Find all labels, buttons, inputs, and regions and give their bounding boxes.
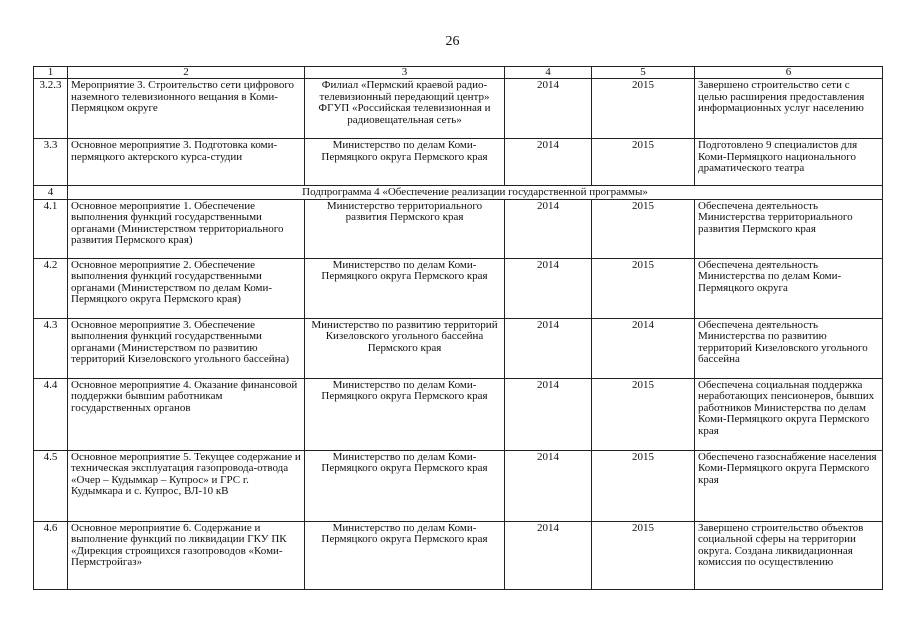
row-number: 4.4 xyxy=(34,378,68,450)
row-number: 4.5 xyxy=(34,450,68,521)
event-cell: Основное мероприятие 1. Обеспечение выполнения функций государственными органами (Министерством территориального развития Пермского края) xyxy=(68,199,305,258)
table-row xyxy=(34,258,883,318)
result-cell: Подготовлено 9 специалистов для Коми-Пермяцкого национального драматического театра xyxy=(695,139,883,186)
table-row xyxy=(34,139,883,186)
organization-cell: Министерство по делам Коми-Пермяцкого округа Пермского края xyxy=(305,450,505,521)
row-number: 4.3 xyxy=(34,318,68,378)
row-number: 3.2.3 xyxy=(34,79,68,139)
subprogram-title: Подпрограмма 4 «Обеспечение реализации государственной программы» xyxy=(68,186,883,200)
event-cell: Основное мероприятие 6. Содержание и выполнение функций по ликвидации ГКУ ПК «Дирекция строящихся газопроводов «Коми-Пермстройгаз» xyxy=(68,521,305,589)
event-cell: Основное мероприятие 2. Обеспечение выполнения функций государственными органами (Министерством по делам Коми-Пермяцкого округа Пермского края) xyxy=(68,258,305,318)
page-number: 26 xyxy=(445,34,460,49)
start-year-cell: 2014 xyxy=(505,378,592,450)
end-year-cell: 2015 xyxy=(592,139,695,186)
header-cell: 3 xyxy=(305,67,505,79)
organization-cell: Министерство территориального развития Пермского края xyxy=(305,199,505,258)
row-number: 4.2 xyxy=(34,258,68,318)
table-row xyxy=(34,318,883,378)
subprogram-row xyxy=(34,186,883,200)
program-table xyxy=(33,66,883,590)
result-cell: Обеспечена деятельность Министерства территориального развития Пермского края xyxy=(695,199,883,258)
start-year-cell: 2014 xyxy=(505,258,592,318)
end-year-cell: 2015 xyxy=(592,258,695,318)
subprogram-number: 4 xyxy=(34,186,68,200)
end-year-cell: 2015 xyxy=(592,79,695,139)
event-cell: Основное мероприятие 3. Подготовка коми-пермяцкого актерского курса-студии xyxy=(68,139,305,186)
header-row xyxy=(34,67,883,79)
row-number: 3.3 xyxy=(34,139,68,186)
organization-cell: Министерство по делам Коми-Пермяцкого округа Пермского края xyxy=(305,258,505,318)
end-year-cell: 2015 xyxy=(592,378,695,450)
header-cell: 4 xyxy=(505,67,592,79)
event-cell: Основное мероприятие 4. Оказание финансовой поддержки бывшим работникам государственных органов xyxy=(68,378,305,450)
start-year-cell: 2014 xyxy=(505,79,592,139)
end-year-cell: 2015 xyxy=(592,199,695,258)
header-cell: 1 xyxy=(34,67,68,79)
start-year-cell: 2014 xyxy=(505,139,592,186)
end-year-cell: 2015 xyxy=(592,450,695,521)
event-cell: Основное мероприятие 5. Текущее содержание и техническая эксплуатация газопровода-отвода «Очер – Кудымкар – Купрос» и ГРС г. Кудымкара и с. Купрос, ВЛ-10 кВ xyxy=(68,450,305,521)
table-row xyxy=(34,199,883,258)
table-row xyxy=(34,450,883,521)
start-year-cell: 2014 xyxy=(505,450,592,521)
event-cell: Основное мероприятие 3. Обеспечение выполнения функций государственными органами (Министерством по развитию территорий Кизеловского угольного бассейна) xyxy=(68,318,305,378)
row-number: 4.1 xyxy=(34,199,68,258)
result-cell: Завершено строительство объектов социальной сферы на территории округа. Создана ликвидационная комиссия по осуществлению xyxy=(695,521,883,589)
result-cell: Обеспечена деятельность Министерства по развитию территорий Кизеловского угольного бассейна xyxy=(695,318,883,378)
header-cell: 5 xyxy=(592,67,695,79)
result-cell: Завершено строительство сети с целью расширения предоставления информационных услуг населению xyxy=(695,79,883,139)
result-cell: Обеспечена деятельность Министерства по делам Коми-Пермяцкого округа xyxy=(695,258,883,318)
table-row xyxy=(34,79,883,139)
header-cell: 6 xyxy=(695,67,883,79)
organization-cell: Министерство по развитию территорий Кизеловского угольного бассейна Пермского края xyxy=(305,318,505,378)
start-year-cell: 2014 xyxy=(505,521,592,589)
organization-cell: Министерство по делам Коми-Пермяцкого округа Пермского края xyxy=(305,139,505,186)
result-cell: Обеспечена социальная поддержка неработающих пенсионеров, бывших работников Министерства по делам Коми-Пермяцкого округа Пермского края xyxy=(695,378,883,450)
organization-cell: Министерство по делам Коми-Пермяцкого округа Пермского края xyxy=(305,378,505,450)
result-cell: Обеспечено газоснабжение населения Коми-Пермяцкого округа Пермского края xyxy=(695,450,883,521)
row-number: 4.6 xyxy=(34,521,68,589)
table-row xyxy=(34,378,883,450)
end-year-cell: 2015 xyxy=(592,521,695,589)
end-year-cell: 2014 xyxy=(592,318,695,378)
organization-cell: Министерство по делам Коми-Пермяцкого округа Пермского края xyxy=(305,521,505,589)
table-row xyxy=(34,521,883,589)
organization-cell: Филиал «Пермский краевой радио-телевизионный передающий центр» ФГУП «Российская телевизионная и радиовещательная сеть» xyxy=(305,79,505,139)
start-year-cell: 2014 xyxy=(505,199,592,258)
header-cell: 2 xyxy=(68,67,305,79)
event-cell: Мероприятие 3. Строительство сети цифрового наземного телевизионного вещания в Коми-Пермяцком округе xyxy=(68,79,305,139)
start-year-cell: 2014 xyxy=(505,318,592,378)
